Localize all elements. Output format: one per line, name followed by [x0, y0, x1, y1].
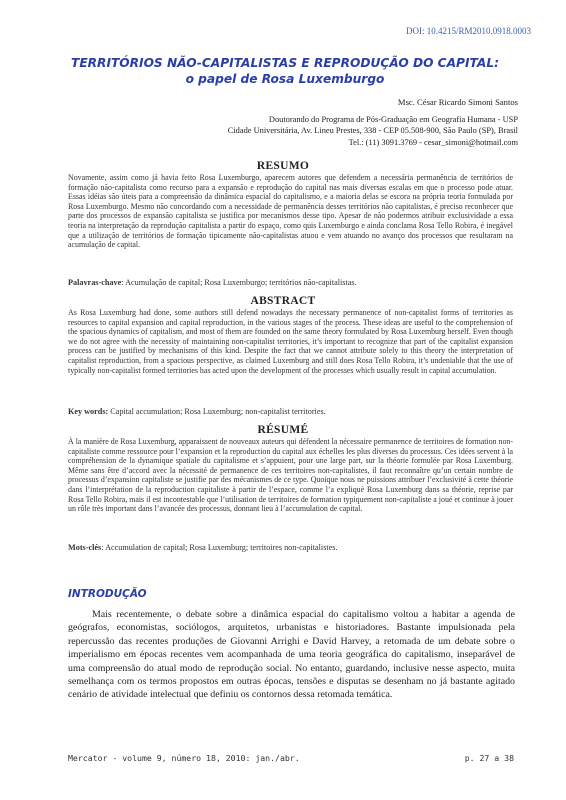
author-address: Cidade Universitária, Av. Lineu Prestes, 338 - CEP 05.508-900, São Paulo (SP), Brasil — [227, 126, 518, 135]
keywords-label: Palavras-chave — [68, 278, 122, 287]
keywords-text: : Acumulação de capital; Rosa Luxemburgo; territórios não-capitalistas. — [121, 278, 357, 287]
resume-keywords — [68, 543, 513, 553]
resumo-keywords — [68, 278, 513, 288]
abstract-heading: ABSTRACT — [250, 295, 316, 307]
keywords-text: : Accumulation de capital; Rosa Luxemburg; territoires non-capitalistes. — [101, 543, 338, 552]
author-name: Msc. César Ricardo Simoni Santos — [397, 97, 518, 107]
author-affiliation: Doutorando do Programa de Pós-Graduação em Geografia Humana - USP — [268, 114, 518, 124]
keywords-text: Capital accumulation; Rosa Luxemburg; non-capitalist territories. — [108, 407, 326, 416]
keywords-label: Key words: — [68, 407, 109, 416]
resume-heading: RÉSUMÉ — [257, 424, 309, 436]
resumo-text: Novamente, assim como já havia feito Rosa Luxemburgo, aparecem autores que defendem a necessária permanência de territórios de formação não-capitalista como recurso para a expansão e reprodução do capital nas mais diversas escalas em que o processo pode atuar. Essas idéias são úteis para a compreensão da dinâmica espacial do capitalismo, e a maioria delas se escora na própria teoria formulada por Rosa Luxemburgo. Mesmo não concordando com a necessidade de permanência desses territórios não capitalistas, é preciso reconhecer que parte dos processos de expansão capitalista se justifica por mecanismos desse tipo. Apesar de não podermos atribuir exclusividade a essa teoria na interpretação da reprodução capitalista a partir do espaço, como quis Luxemburgo e ainda conclama Rosa Tello Robira, é inegável que a utilização de territórios de formação tipicamente não-capitalistas atuou e vem atuando no avanço dos processos que resultaram na acumulação de capital. — [68, 173, 513, 250]
doi: DOI: 10.4215/RM2010.0918.0003 — [405, 26, 531, 36]
keywords-label: Mots-clés — [68, 543, 102, 552]
resumo-heading: RESUMO — [256, 160, 310, 172]
article-title: TERRITÓRIOS NÃO-CAPITALISTAS E REPRODUÇÃO DO CAPITAL: — [71, 56, 499, 70]
introducao-text: Mais recentemente, o debate sobre a dinâmica espacial do capitalismo voltou a habitar a agenda de geógrafos, economistas, sociólogos, arquitetos, urbanistas e historiadores. Bastante impulsionada pela repercussão das recentes produções de Giovanni Arrighi e David Harvey, a retomada de um debate sobre o imperialismo em épocas recentes vem acompanhada de uma teoria geográfica do capitalismo, inseparável de uma compreensão do atual modo de reprodução social. No entanto, guardando, inclusive nesse aspecto, muita semelhança com os termos propostos em outras épocas, tensões e disputas se desenham no já bastante agitado cenário de atividade intelectual que definiu os contornos dessa retomada temática. — [68, 609, 515, 701]
abstract-text: As Rosa Luxemburg had done, some authors still defend nowadays the necessary permanence of non-capitalist forms of territories as resources to capital expansion and capital reproduction, in the various stages of the process. These ideas are useful to the comprehension of the spacious dynamics of capitalism, and most of them are founded on the same theory formulated by Rosa Luxemburg herself. Even though we do not agree with the necessity of maintaining non-capitalist territories, it’s important to recognize that part of the capitalist expansion process can be justified by mechanisms of this kind. Despite the fact that we cannot attribute solely to this theory the interpretation of capitalist reproduction, from a spacious perspective, as claimed Luxemburg and still does Rosa Tello Robira, it’s undeniable that the use of typically non-capitalist formed territories has acted upon the development of the processes which usually result in capital accumulation. — [68, 308, 513, 375]
footer-pages: p. 27 a 38 — [464, 753, 514, 763]
author-block — [228, 97, 518, 148]
article-subtitle: o papel de Rosa Luxemburgo — [185, 72, 385, 86]
author-contact: Tel.: (11) 3091.3769 - cesar_simoni@hotmail.com — [348, 137, 518, 147]
introducao-heading: INTRODUÇÃO — [68, 588, 147, 600]
resume-text: À la manière de Rosa Luxemburg, apparaissent de nouveaux auteurs qui défendent la nécessaire permanence de territoires de formation non-capitaliste comme ressource pour l’expansion et la reproduction du capital aux échelles les plus diverses du processus. Ces idées servent à la compréhension de la dynamique spatiale du capitalisme et s’appuient, pour une large part, sur la théorie formulée par Rosa Luxemburg. Même sans être d’accord avec la nécessité de permanence de ces territoires non-capitalistes, il faut reconnaître qu’un certain nombre de processus d’expansion capitaliste se justifie par des mécanismes de ce type. Quoique nous ne puissions attribuer l’exclusivité à cette théorie dans l’interprétation de la reproduction capitaliste à partir de l’espace, comme l’a expliqué Rosa Luxemburg dans sa théorie, reprise par Rosa Tello Robira, mais il est incontestable que l’utilisation de territoires de formation typiquement non-capitaliste a joué et continue à jouer un rôle très important dans l’avancée des processus, donnant lieu à l’accumulation de capital. — [68, 437, 513, 514]
footer-journal: Mercator - volume 9, número 18, 2010: jan./abr. — [68, 753, 300, 763]
abstract-keywords — [68, 407, 513, 417]
